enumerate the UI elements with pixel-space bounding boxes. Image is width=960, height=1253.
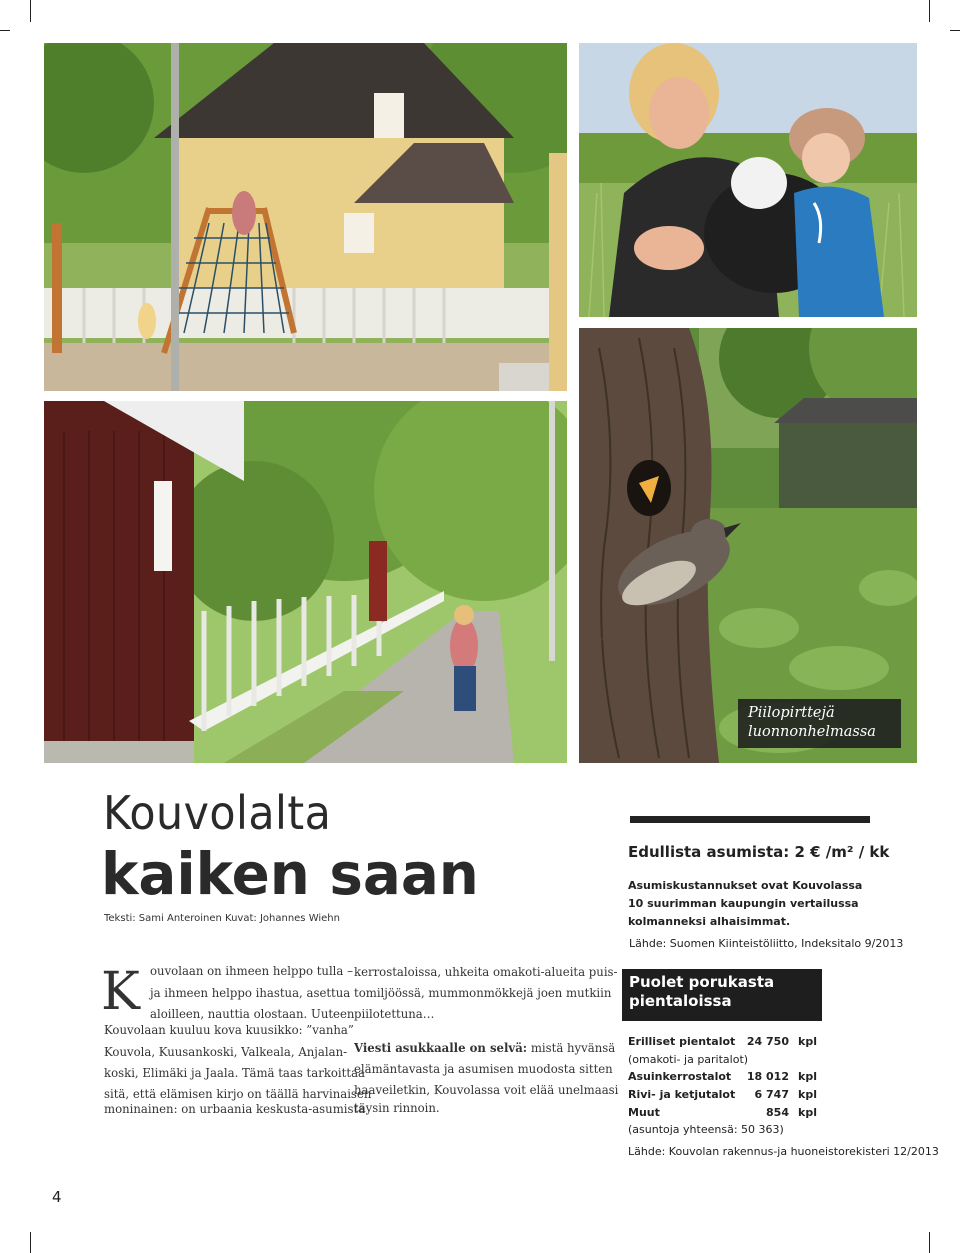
- page-number: 4: [52, 1188, 62, 1206]
- sidebar-body-line: kolmanneksi alhaisimmat.: [628, 915, 791, 928]
- stats-heading-line: Puolet porukasta: [629, 973, 775, 991]
- sidebar-body: [628, 877, 862, 931]
- sidebar-source: Lähde: Suomen Kiinteistöliitto, Indeksitalo 9/2013: [629, 937, 904, 950]
- stats-unit: kpl: [798, 1105, 817, 1119]
- article-col2-line: täysin rinnoin.: [354, 1101, 440, 1115]
- credits: Teksti: Sami Anteroinen Kuvat: Johannes Wiehn: [104, 913, 340, 924]
- photo-caption: [738, 699, 901, 748]
- crop-mark: [0, 30, 10, 31]
- stats-unit: kpl: [798, 1088, 817, 1102]
- crop-mark: [950, 30, 960, 31]
- crop-mark: [30, 0, 31, 22]
- stats-value: 6 747: [754, 1088, 789, 1102]
- stats-value: 854: [766, 1105, 789, 1119]
- stats-row: [628, 1104, 828, 1122]
- drop-cap: K: [101, 962, 140, 1022]
- stats-row: [628, 1033, 828, 1051]
- article-col1-line: koski, Elimäki ja Jaala. Tämä taas tarkoittaa: [104, 1066, 365, 1080]
- stats-label: Rivi- ja ketjutalot: [628, 1088, 736, 1102]
- stats-row: [628, 1121, 828, 1139]
- stats-unit: kpl: [798, 1070, 817, 1084]
- article-col1-line: ouvolaan on ihmeen helppo tulla –: [150, 964, 353, 978]
- stats-value: 18 012: [746, 1070, 789, 1084]
- stats-unit: kpl: [798, 1035, 817, 1048]
- article-col1-line: Kouvola, Kuusankoski, Valkeala, Anjalan-: [104, 1045, 348, 1059]
- stats-row: [628, 1086, 828, 1104]
- article-text: mistä hyvänsä: [527, 1041, 616, 1055]
- article-col2-line: tomiljöössä, mummonmökkejä joen mutkiin: [354, 986, 612, 1000]
- caption-line-1: Piilopirttejä: [748, 705, 835, 721]
- housing-stats: [628, 1033, 828, 1139]
- bird-nest-tree-photo: [579, 328, 917, 763]
- article-col2-line: [354, 1038, 615, 1059]
- woman-child-lamb-photo: [579, 43, 917, 317]
- article-col2-line: elämäntavasta ja asumisen muodosta sitten: [354, 1062, 613, 1076]
- sidebar-rule: [630, 816, 870, 823]
- crop-mark: [929, 0, 930, 22]
- sidebar-body-line: 10 suurimman kaupungin vertailussa: [628, 897, 859, 910]
- sidebar-title: Edullista asumista: 2 € /m² / kk: [628, 843, 890, 861]
- girl-walking-path-photo: [44, 401, 567, 763]
- stats-value: 24 750: [746, 1035, 789, 1048]
- stats-label: Erilliset pientalot: [628, 1035, 736, 1048]
- stats-heading-box: [622, 969, 822, 1021]
- stats-row: [628, 1051, 828, 1069]
- sidebar-body-line: Asumiskustannukset ovat Kouvolassa: [628, 879, 863, 892]
- article-col1-line: sitä, että elämisen kirjo on täällä harvinaisen: [104, 1087, 372, 1101]
- article-emphasis: Viesti asukkaalle on selvä:: [354, 1041, 528, 1055]
- stats-label: (asuntoja yhteensä: 50 363): [628, 1123, 784, 1137]
- article-col2-line: kerrostaloissa, uhkeita omakoti-alueita puis-: [354, 965, 618, 979]
- crop-mark: [30, 1232, 31, 1253]
- stats-label: (omakoti- ja paritalot): [628, 1052, 749, 1066]
- stats-row: [628, 1068, 828, 1086]
- article-col2-line: piilotettuna…: [354, 1007, 435, 1021]
- headline-line-2: kaiken saan: [101, 840, 479, 908]
- article-col1-line: moninainen: on urbaania keskusta-asumista: [104, 1102, 366, 1116]
- article-col2-line: haaveiletkin, Kouvolassa voit elää unelmaasi: [354, 1083, 619, 1097]
- article-col1-line: ja ihmeen helppo ihastua, asettua: [150, 986, 351, 1000]
- stats-label: Muut: [628, 1105, 660, 1119]
- headline-line-1: Kouvolalta: [103, 786, 332, 840]
- article-col1-line: Kouvolaan kuuluu kova kuusikko: ”vanha”: [104, 1023, 354, 1037]
- stats-heading-line: pientaloissa: [629, 992, 732, 1010]
- caption-line-2: luonnonhelmassa: [748, 724, 876, 740]
- crop-mark: [929, 1232, 930, 1253]
- house-playground-photo: [44, 43, 567, 391]
- stats-label: Asuinkerrostalot: [628, 1070, 732, 1084]
- article-col1-line: aloilleen, nauttia olostaan. Uuteen: [150, 1007, 355, 1021]
- stats-source: Lähde: Kouvolan rakennus-ja huoneistorekisteri 12/2013: [628, 1145, 939, 1158]
